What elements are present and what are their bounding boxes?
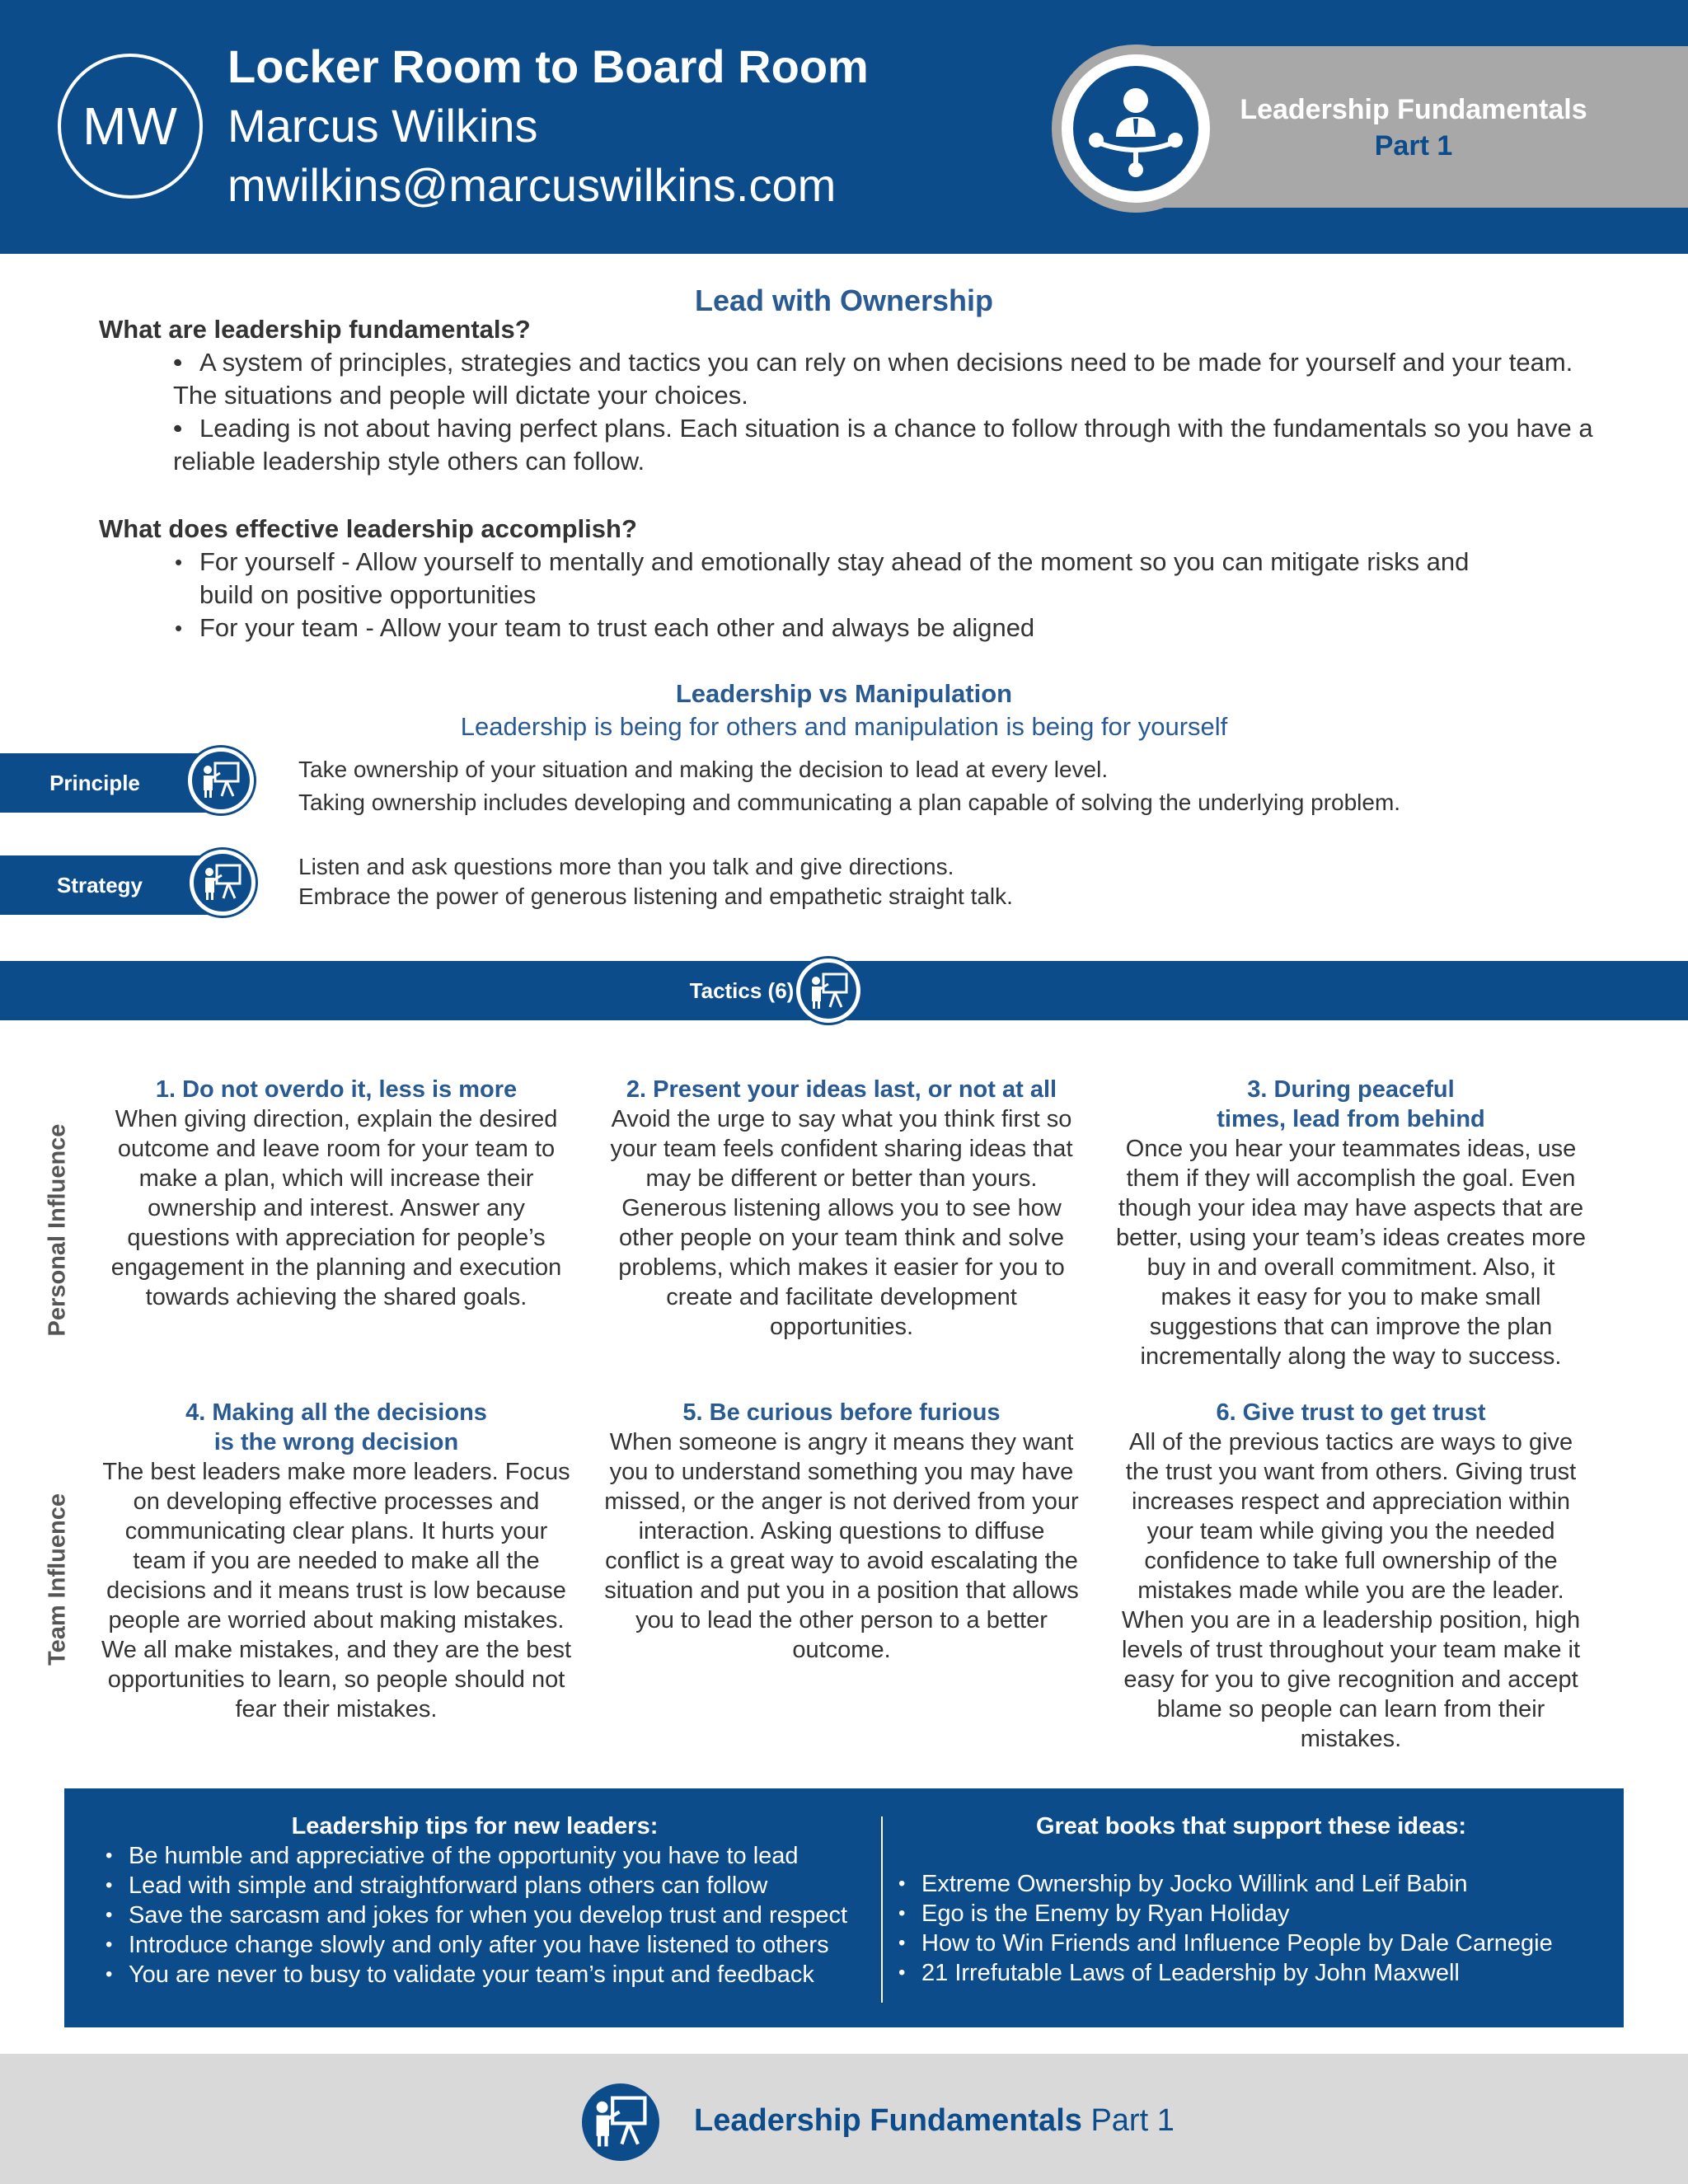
tactic-card	[603, 1075, 1081, 1342]
tip-item: • Lead with simple and straightforward plans others can follow	[104, 1871, 879, 1900]
network-person-icon	[1052, 45, 1220, 213]
tactic-body: The best leaders make more leaders. Focus on developing effective processes and communicating clear plans. It hurts your team if you are needed to make all the decisions and it means trust is low because people are worried about making mistakes. We all make mistakes, and they are the best opportunities to learn, so people should not fear their mistakes.	[101, 1459, 572, 1722]
books-list	[897, 1869, 1606, 1988]
tactic-title: 6. Give trust to get trust	[1216, 1399, 1486, 1426]
tips-column	[104, 1811, 879, 1990]
tip-item: • Be humble and appreciative of the opportunity you have to lead	[104, 1841, 879, 1871]
author-email: mwilkins@marcuswilkins.com	[227, 159, 837, 211]
comparison-title: Leadership vs Manipulation	[675, 679, 1013, 708]
strategy-label: Strategy	[56, 872, 143, 898]
strategy-line: Embrace the power of generous listening and empathetic straight talk.	[298, 883, 1013, 909]
presenter-icon-graphic	[809, 971, 850, 1012]
presenter-icon	[188, 748, 254, 813]
bullet-text: A system of principles, strategies and tactics you can rely on when decisions need to be made for yourself and your team. The situations and people will dictate your choices.	[173, 348, 1573, 410]
presenter-icon-graphic	[592, 2093, 649, 2151]
tactic-body: Avoid the urge to say what you think first so your team feels confident sharing ideas that may be different or better than yours. Generous listening allows you to see how other people on your team think and solve problems, which makes it easier for you to create and facilitate development opportunities.	[610, 1106, 1073, 1340]
badge-series-title: Leadership Fundamentals	[1240, 94, 1587, 125]
book-item: • 21 Irrefutable Laws of Leadership by John Maxwell	[897, 1958, 1606, 1988]
principle-text	[298, 753, 1400, 819]
document-title: Locker Room to Board Room	[227, 40, 869, 92]
tactic-title: 5. Be curious before furious	[682, 1399, 1001, 1426]
bullet-item	[173, 546, 1525, 612]
presenter-icon-graphic	[202, 862, 243, 903]
bullet-dot: •	[173, 414, 182, 443]
book-item: • Extreme Ownership by Jocko Willink and Leif Babin	[897, 1869, 1606, 1899]
tactic-card	[603, 1398, 1081, 1665]
question-heading: What does effective leadership accomplish?	[99, 514, 637, 543]
tips-list	[104, 1841, 879, 1990]
row-label-personal-influence: Personal Influence	[44, 1123, 71, 1337]
bullet-item	[173, 412, 1607, 478]
strategy-line: Listen and ask questions more than you talk and give directions.	[298, 854, 954, 879]
footer-title-part: Part 1	[1090, 2103, 1175, 2138]
books-title: Great books that support these ideas:	[1035, 1813, 1467, 1840]
tip-item: • Introduce change slowly and only after you have listened to others	[104, 1930, 879, 1960]
presenter-icon-graphic	[200, 760, 241, 801]
bullet-text: Leading is not about having perfect plans. Each situation is a chance to follow through with the fundamentals so you have a reliable leadership style others can follow.	[173, 414, 1593, 476]
network-person-icon-graphic	[1073, 66, 1198, 191]
badge-series-part: Part 1	[1374, 130, 1453, 162]
row-label-team-influence: Team Influence	[44, 1493, 71, 1666]
tactic-card	[97, 1075, 575, 1312]
bullet-list	[173, 346, 1607, 478]
bullet-dot: •	[173, 348, 182, 377]
principle-line: Take ownership of your situation and making the decision to lead at every level.	[298, 757, 1109, 782]
question-heading: What are leadership fundamentals?	[99, 315, 531, 344]
tactic-body: When giving direction, explain the desired outcome and leave room for your team to make a plan, which will increase their ownership and interest. Answer any questions with appreciation for people’s engagement in the planning and execution towards achieving the shared goals.	[110, 1106, 562, 1310]
tactic-body: When someone is angry it means they want you to understand something you may have missed, or the anger is not derived from your interaction. Asking questions to diffuse conflict is a great way to avoid escalating the situation and put you in a position that allows you to lead the other person to a better outcome.	[604, 1429, 1079, 1663]
strategy-label-bar	[0, 855, 216, 915]
tactic-card	[1112, 1398, 1590, 1754]
section-title: Lead with Ownership	[694, 284, 994, 317]
monogram-initials: MW	[82, 96, 178, 156]
principle-line: Taking ownership includes developing and communicating a plan capable of solving the underlying problem.	[298, 790, 1401, 815]
monogram-logo	[58, 54, 203, 199]
bullet-text: For your team - Allow your team to trust each other and always be aligned	[199, 613, 1035, 642]
bullet-item	[173, 346, 1607, 412]
tactic-card	[97, 1398, 575, 1724]
tip-item: • Save the sarcasm and jokes for when you develop trust and respect	[104, 1900, 879, 1930]
tactic-title: 3. During peaceful times, lead from behind	[1217, 1076, 1485, 1132]
tips-divider	[881, 1816, 883, 2003]
tactic-card	[1112, 1075, 1590, 1371]
presenter-icon	[796, 958, 860, 1023]
tactic-body: Once you hear your teammates ideas, use them if they will accomplish the goal. Even though your idea may have aspects that are better, using your team’s ideas creates more buy in and overall commitment. Also, it makes it easy for you to make small suggestions that can improve the plan incrementally along the way to success.	[1115, 1136, 1587, 1370]
tactics-label: Tactics (6)	[689, 977, 795, 1003]
presenter-icon	[582, 2083, 659, 2161]
footer-title-bold: Leadership Fundamentals	[694, 2103, 1082, 2138]
books-column	[897, 1811, 1606, 1988]
bullet-text: For yourself - Allow yourself to mentally and emotionally stay ahead of the moment so you can mitigate risks and build on positive opportunities	[199, 547, 1470, 609]
book-item: • How to Win Friends and Influence People by Dale Carnegie	[897, 1929, 1606, 1958]
principle-label-bar	[0, 753, 214, 813]
tactic-title: 4. Making all the decisions is the wrong decision	[185, 1399, 487, 1455]
footer-title	[694, 2103, 1175, 2139]
bullet-item	[173, 612, 1525, 644]
tip-item: • You are never to busy to validate your team’s input and feedback	[104, 1960, 879, 1990]
author-name: Marcus Wilkins	[227, 100, 538, 152]
presenter-icon	[190, 850, 256, 916]
tactic-body: All of the previous tactics are ways to give the trust you want from others. Giving trust increases respect and appreciation within your team while giving you the needed confidence to take full ownership of the mistakes made while you are the leader. When you are in a leadership position, high levels of trust throughout your team make it easy for you to give recognition and accept blame so people can learn from their mistakes.	[1121, 1429, 1581, 1752]
tips-title: Leadership tips for new leaders:	[291, 1813, 659, 1840]
tactic-title: 2. Present your ideas last, or not at all	[626, 1076, 1057, 1103]
book-item: • Ego is the Enemy by Ryan Holiday	[897, 1899, 1606, 1929]
tactic-title: 1. Do not overdo it, less is more	[155, 1076, 518, 1103]
strategy-text	[298, 852, 1013, 912]
comparison-subtitle: Leadership is being for others and manipulation is being for yourself	[460, 712, 1228, 741]
bullet-list	[173, 546, 1525, 644]
principle-label: Principle	[49, 770, 140, 795]
